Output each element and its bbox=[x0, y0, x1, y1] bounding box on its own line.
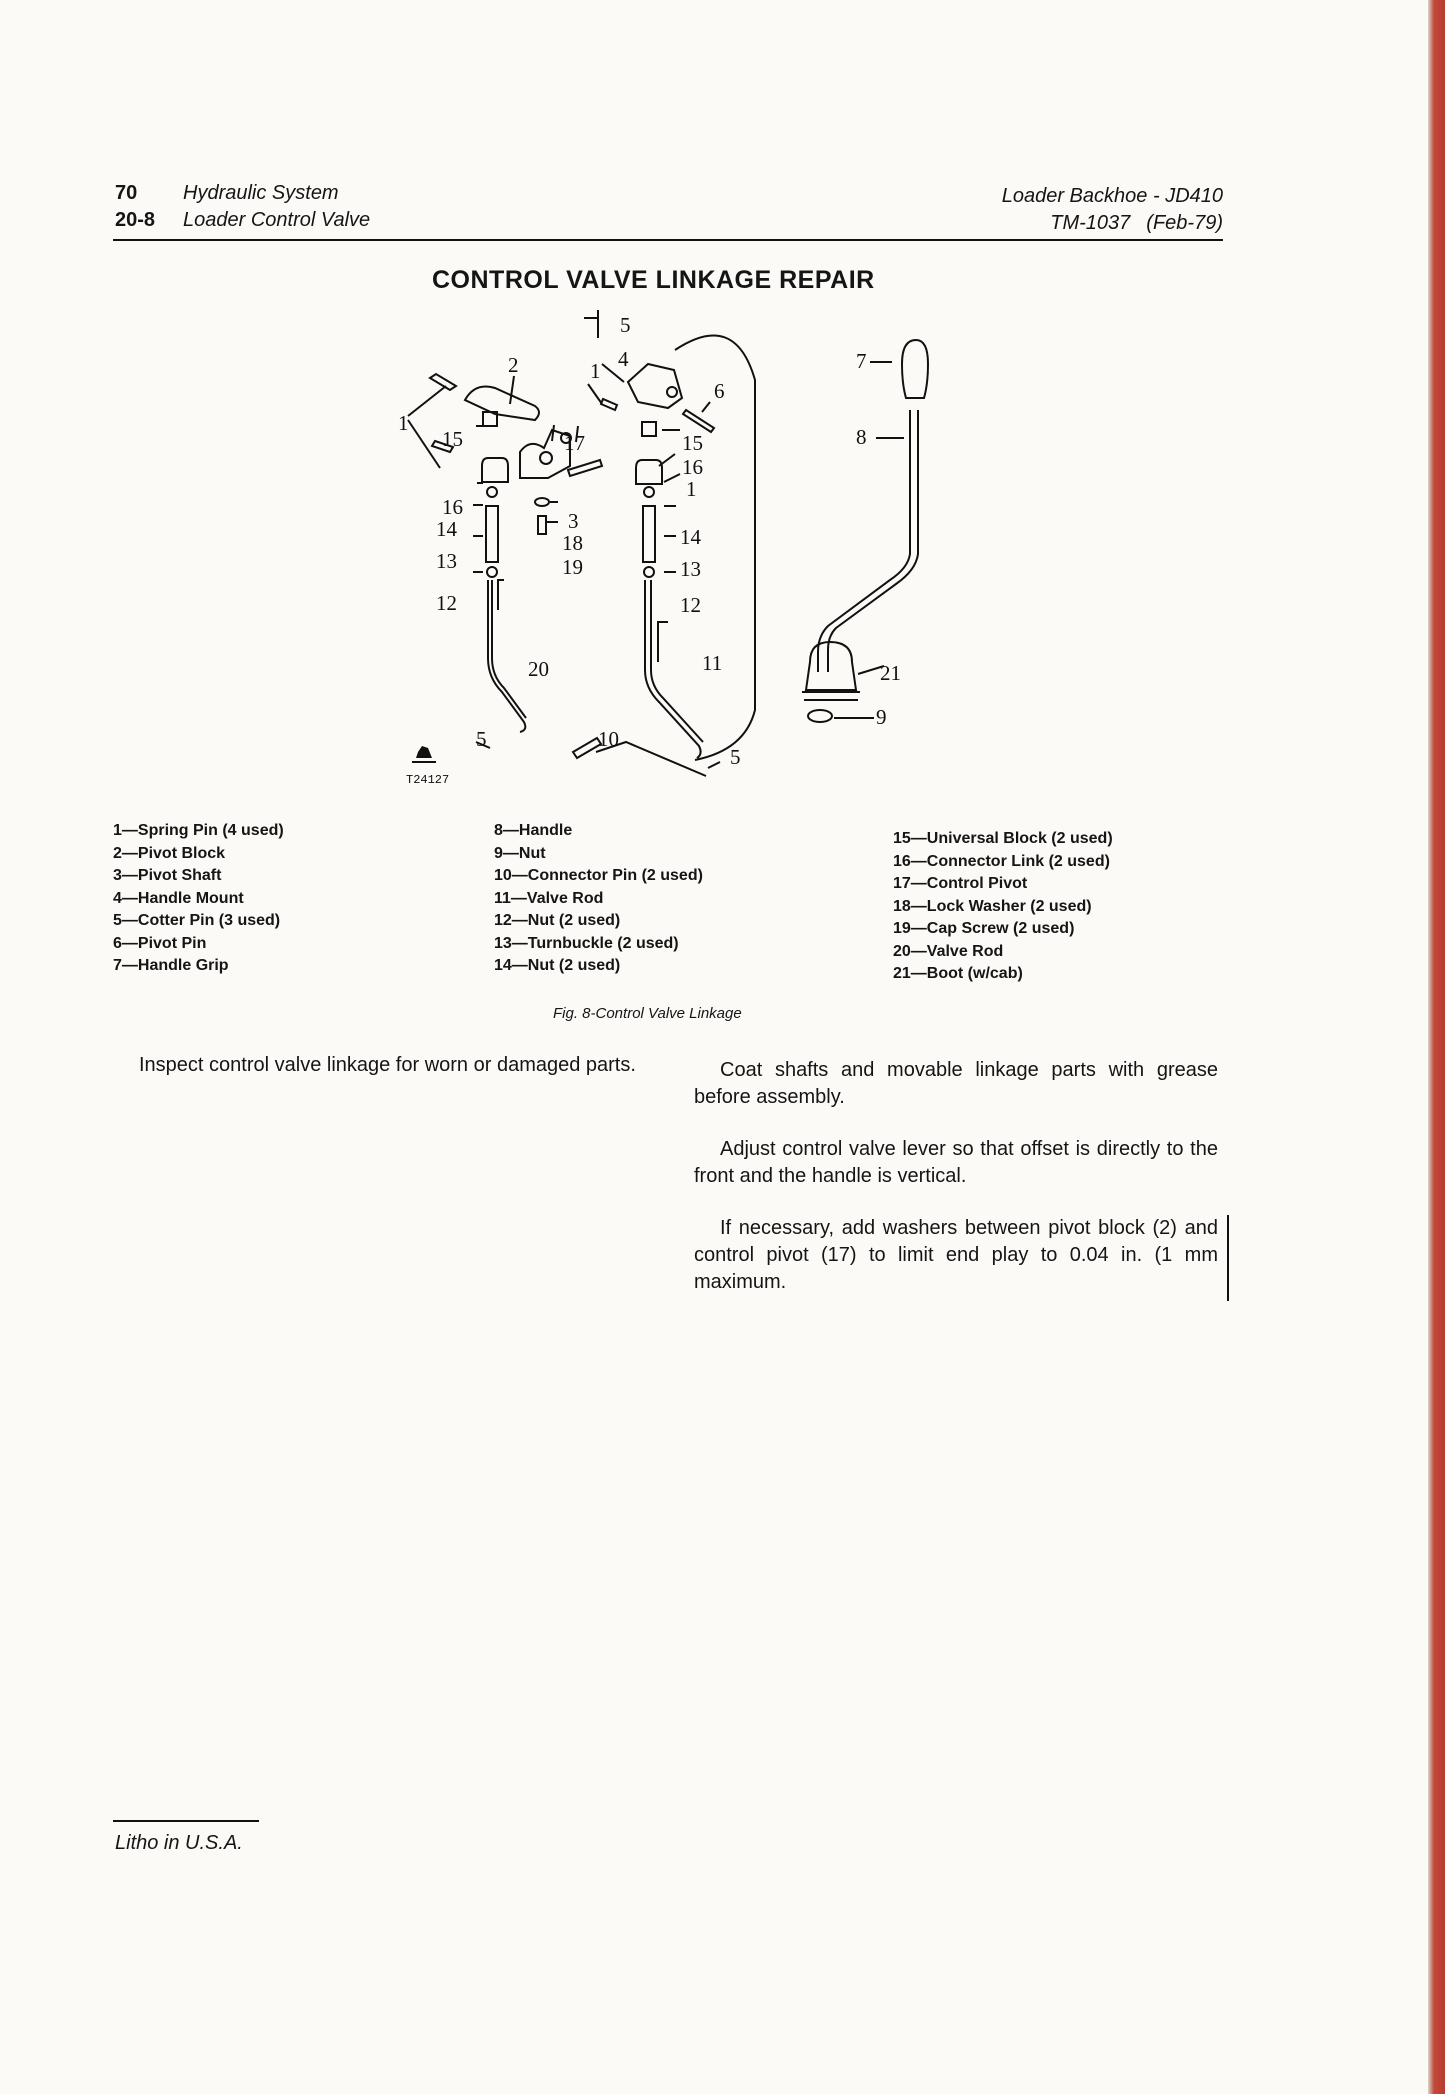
callout-16b: 16 bbox=[682, 455, 703, 479]
image-number: T24127 bbox=[406, 773, 450, 787]
manual-date: (Feb-79) bbox=[1146, 212, 1223, 234]
handle-grip bbox=[902, 340, 928, 398]
revision-bar bbox=[1227, 1215, 1229, 1301]
legend-item: 7—Handle Grip bbox=[113, 957, 229, 974]
callout-9: 9 bbox=[876, 705, 887, 729]
footer-rule bbox=[113, 1820, 259, 1822]
legend-item: 20—Valve Rod bbox=[893, 942, 1004, 960]
callout-21: 21 bbox=[880, 661, 901, 685]
legend-item: 3—Pivot Shaft bbox=[113, 867, 222, 884]
legend-item: 13—Turnbuckle (2 used) bbox=[494, 934, 679, 952]
callout-1c: 1 bbox=[686, 477, 697, 501]
connector-pin bbox=[573, 738, 601, 758]
legend-item: 11—Valve Rod bbox=[494, 889, 604, 907]
connector-link-left bbox=[482, 458, 508, 482]
callout-20: 20 bbox=[528, 657, 549, 681]
legend-item: 19—Cap Screw (2 used) bbox=[893, 920, 1075, 937]
legend-item: 6—Pivot Pin bbox=[113, 934, 207, 952]
page-number: 70 bbox=[115, 182, 138, 204]
footer-text: Litho in U.S.A. bbox=[115, 1832, 243, 1854]
figure-caption: Fig. 8-Control Valve Linkage bbox=[553, 1005, 742, 1022]
legend-item: 16—Connector Link (2 used) bbox=[893, 852, 1110, 870]
callout-2: 2 bbox=[508, 353, 519, 377]
callout-5: 5 bbox=[620, 313, 631, 337]
callout-12b: 12 bbox=[680, 593, 701, 617]
subsection-title: Loader Control Valve bbox=[183, 209, 371, 231]
legend-column-1 bbox=[113, 820, 284, 978]
callout-7: 7 bbox=[856, 349, 867, 373]
legend-item: 12—Nut (2 used) bbox=[494, 912, 621, 929]
paragraph-grease: Coat shafts and movable linkage parts with grease before assembly. bbox=[694, 1059, 1218, 1108]
callout-15: 15 bbox=[442, 427, 463, 451]
header-separator: - bbox=[1152, 185, 1160, 207]
turnbuckle-right bbox=[643, 506, 655, 562]
callout-14: 14 bbox=[436, 517, 457, 541]
legend-item: 1—Spring Pin (4 used) bbox=[113, 822, 284, 839]
callout-14b: 14 bbox=[680, 525, 701, 549]
legend-item: 10—Connector Pin (2 used) bbox=[494, 867, 703, 884]
legend-item: 15—Universal Block (2 used) bbox=[893, 830, 1113, 847]
connector-link-right bbox=[636, 460, 662, 484]
nut-left-12 bbox=[487, 567, 497, 577]
callout-1: 1 bbox=[398, 411, 409, 435]
control-valve-linkage-diagram bbox=[380, 310, 940, 800]
legend-item: 17—Control Pivot bbox=[893, 875, 1028, 892]
legend-item: 9—Nut bbox=[494, 844, 546, 862]
callout-1b: 1 bbox=[590, 359, 601, 383]
lock-washer bbox=[535, 498, 549, 506]
nut-left-14 bbox=[487, 487, 497, 497]
turnbuckle-left bbox=[486, 506, 498, 562]
legend-column-2 bbox=[494, 820, 703, 978]
boot bbox=[806, 642, 856, 690]
universal-block-right bbox=[642, 422, 656, 436]
paragraph-washers: If necessary, add washers between pivot block (2) and control pivot (17) to limit end play to 0.04 in. (1 mm maximum. bbox=[694, 1217, 1218, 1293]
manual-number: TM-1037 bbox=[1050, 212, 1131, 234]
legend-item: 4—Handle Mount bbox=[113, 889, 244, 907]
callout-13b: 13 bbox=[680, 557, 701, 581]
callout-6: 6 bbox=[714, 379, 725, 403]
pivot-shaft bbox=[568, 460, 602, 476]
callout-10: 10 bbox=[598, 727, 619, 751]
cap-screw bbox=[538, 516, 546, 534]
handle-mount bbox=[628, 364, 682, 408]
model-number: JD410 bbox=[1165, 185, 1223, 207]
callout-8: 8 bbox=[856, 425, 867, 449]
nut-right-14 bbox=[644, 487, 654, 497]
callout-5c: 5 bbox=[730, 745, 741, 769]
pivot-pin bbox=[683, 410, 714, 432]
spring-pin-center bbox=[601, 399, 617, 410]
header-left bbox=[115, 180, 370, 234]
nut-right-12 bbox=[644, 567, 654, 577]
header-right bbox=[1002, 183, 1223, 237]
control-pivot bbox=[520, 430, 570, 478]
manual-title: Loader Backhoe bbox=[1001, 185, 1148, 207]
john-deere-logo bbox=[412, 746, 436, 762]
callout-3: 3 bbox=[568, 509, 579, 533]
callout-12: 12 bbox=[436, 591, 457, 615]
page-title: CONTROL VALVE LINKAGE REPAIR bbox=[432, 266, 875, 294]
legend-item: 8—Handle bbox=[494, 822, 573, 839]
header-rule bbox=[113, 239, 1223, 241]
section-title: Hydraulic System bbox=[183, 182, 339, 204]
callout-16: 16 bbox=[442, 495, 463, 519]
callout-13: 13 bbox=[436, 549, 457, 573]
legend-item: 21—Boot (w/cab) bbox=[893, 965, 1023, 982]
callout-5b: 5 bbox=[476, 727, 487, 751]
callout-18: 18 bbox=[562, 531, 583, 555]
legend-item: 18—Lock Washer (2 used) bbox=[893, 897, 1092, 915]
callout-11: 11 bbox=[702, 651, 723, 675]
callout-15b: 15 bbox=[682, 431, 703, 455]
pivot-block bbox=[465, 387, 539, 421]
page-edge bbox=[1428, 0, 1445, 2094]
subsection-number: 20-8 bbox=[115, 209, 156, 231]
legend-column-3 bbox=[893, 828, 1113, 986]
nut-9 bbox=[808, 710, 832, 722]
paragraph-adjust: Adjust control valve lever so that offset is directly to the front and the handle is vertical. bbox=[694, 1138, 1218, 1187]
legend-item: 5—Cotter Pin (3 used) bbox=[113, 912, 281, 929]
legend-item: 14—Nut (2 used) bbox=[494, 957, 621, 974]
callout-19: 19 bbox=[562, 555, 583, 579]
callout-17: 17 bbox=[564, 431, 585, 455]
paragraph-inspect: Inspect control valve linkage for worn or damaged parts. bbox=[139, 1054, 636, 1076]
callout-4: 4 bbox=[618, 347, 629, 371]
legend-item: 2—Pivot Block bbox=[113, 844, 226, 862]
